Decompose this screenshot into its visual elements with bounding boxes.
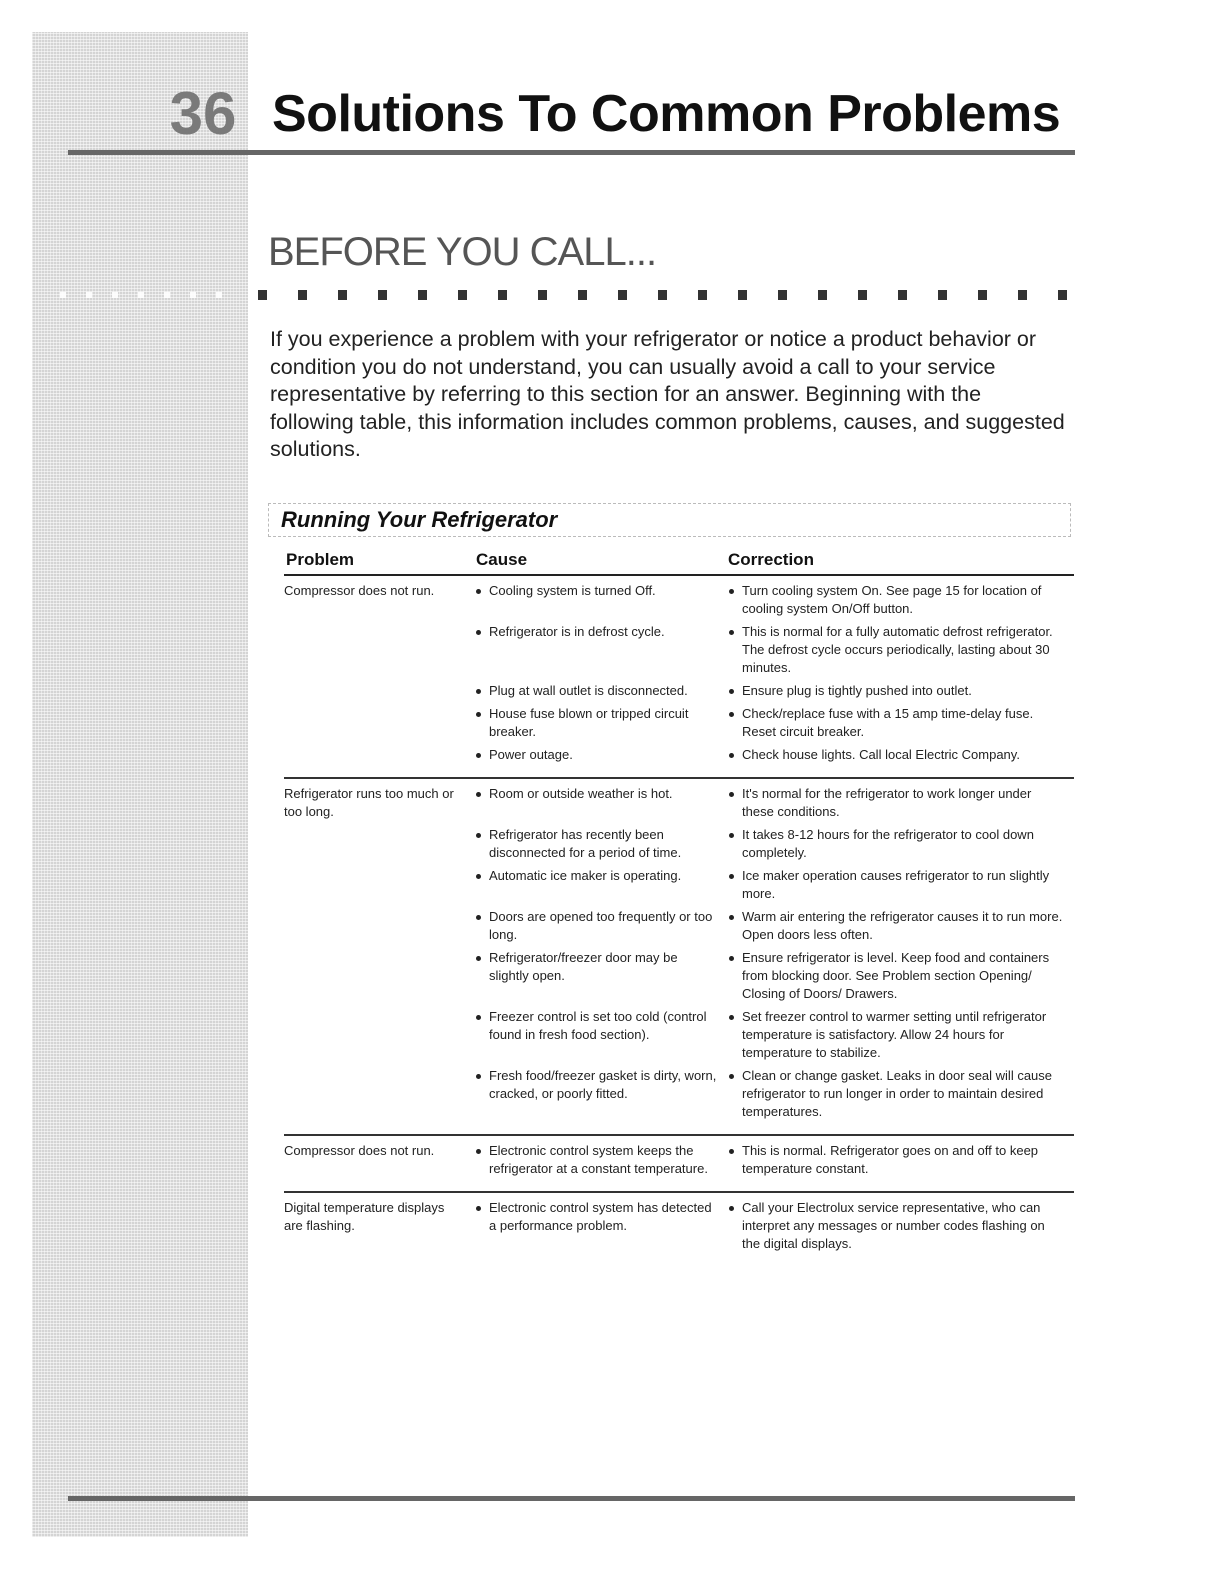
correction-text: It's normal for the refrigerator to work longer under these conditions. [742,786,1032,819]
cause-cell [474,1199,727,1253]
header-problem: Problem [286,550,355,569]
cause-text: Fresh food/freezer gasket is dirty, worn, cracked, or poorly fitted. [489,1068,717,1101]
correction-cell [727,908,1074,944]
cause-cell [474,1067,727,1121]
correction-text: Turn cooling system On. See page 15 for location of cooling system On/Off button. [742,583,1042,616]
problem-cell [284,746,474,764]
section-heading: BEFORE YOU CALL... [268,230,657,274]
bullet-icon [729,1149,734,1154]
bullet-icon [729,874,734,879]
problem-cell: Digital temperature displays are flashing. [284,1200,445,1233]
table-banner-title: Running Your Refrigerator [281,507,558,532]
cause-cell [474,746,727,764]
correction-text: Clean or change gasket. Leaks in door seal will cause refrigerator to run longer in order to maintain desired temperatures. [742,1068,1053,1119]
table-group [284,779,1074,1136]
correction-cell [727,746,1074,764]
cause-cell [474,705,727,741]
cause-text: Automatic ice maker is operating. [489,868,682,883]
correction-text: Call your Electrolux service representative, who can interpret any messages or number codes flashing on the digital displays. [742,1200,1045,1251]
cause-text: Room or outside weather is hot. [489,786,673,801]
table-row [284,582,1074,618]
cause-cell [474,623,727,677]
bullet-icon [729,792,734,797]
bullet-icon [476,689,481,694]
bullet-icon [729,915,734,920]
correction-text: Ensure plug is tightly pushed into outlet. [742,683,972,698]
correction-cell [727,682,1074,700]
problem-cell [284,623,474,677]
bullet-icon [476,1074,481,1079]
correction-cell [727,785,1074,821]
header-correction: Correction [728,550,814,569]
bullet-icon [729,712,734,717]
table-row [284,826,1074,862]
page-number: 36 [169,80,237,147]
title-divider [68,150,1075,155]
bullet-icon [476,630,481,635]
table-row [284,785,1074,821]
correction-cell [727,949,1074,1003]
cause-cell [474,1008,727,1062]
problem-cell [284,826,474,862]
bullet-icon [729,833,734,838]
cause-text: Plug at wall outlet is disconnected. [489,683,688,698]
problem-cell [284,949,474,1003]
cause-cell [474,867,727,903]
bullet-icon [476,589,481,594]
correction-cell [727,1199,1074,1253]
table-row [284,1199,1074,1253]
correction-text: Ensure refrigerator is level. Keep food and containers from blocking door. See Problem section Opening/ Closing of Doors/ Drawers. [742,950,1050,1001]
bullet-icon [729,630,734,635]
bullet-icon [729,589,734,594]
correction-text: This is normal. Refrigerator goes on and off to keep temperature constant. [742,1143,1039,1176]
cause-cell [474,908,727,944]
correction-text: It takes 8-12 hours for the refrigerator to cool down completely. [742,827,1034,860]
table-header [284,548,1074,576]
problem-cell: Compressor does not run. [284,1143,435,1158]
table-row [284,623,1074,677]
table-row [284,908,1074,944]
table-row [284,705,1074,741]
bullet-icon [476,1015,481,1020]
correction-text: This is normal for a fully automatic defrost refrigerator. The defrost cycle occurs periodically, lasting about 30 minutes. [742,624,1053,675]
bullet-icon [729,1206,734,1211]
sidebar-dot-row [60,292,230,298]
problem-cell [284,682,474,700]
decorative-sidebar [32,32,248,1537]
table-row [284,682,1074,700]
table-body [284,576,1074,1266]
problem-cell [284,705,474,741]
bullet-icon [476,833,481,838]
cause-cell [474,1142,727,1178]
troubleshooting-table [284,548,1074,1266]
correction-text: Set freezer control to warmer setting until refrigerator temperature is satisfactory. Allow 24 hours for temperature to stabilize. [742,1009,1047,1060]
table-row [284,949,1074,1003]
bullet-icon [476,874,481,879]
cause-cell [474,826,727,862]
correction-cell [727,1142,1074,1178]
cause-cell [474,785,727,821]
problem-cell [284,867,474,903]
correction-cell [727,582,1074,618]
cause-text: Electronic control system keeps the refrigerator at a constant temperature. [489,1143,708,1176]
bullet-icon [729,753,734,758]
problem-cell: Compressor does not run. [284,583,435,598]
correction-cell [727,1008,1074,1062]
correction-cell [727,705,1074,741]
cause-text: House fuse blown or tripped circuit breaker. [489,706,689,739]
bullet-icon [476,753,481,758]
problem-cell [284,908,474,944]
correction-text: Warm air entering the refrigerator causes it to run more. Open doors less often. [742,909,1063,942]
table-row [284,746,1074,764]
cause-text: Refrigerator has recently been disconnected for a period of time. [489,827,682,860]
dotted-divider [258,290,1078,300]
table-group [284,1193,1074,1266]
table-row [284,1067,1074,1121]
bullet-icon [476,792,481,797]
table-group [284,576,1074,779]
cause-text: Doors are opened too frequently or too long. [489,909,713,942]
problem-cell: Refrigerator runs too much or too long. [284,786,454,819]
page-title: Solutions To Common Problems [272,85,1061,143]
bullet-icon [476,956,481,961]
correction-cell [727,826,1074,862]
bullet-icon [476,1206,481,1211]
table-group [284,1136,1074,1193]
cause-text: Power outage. [489,747,573,762]
bullet-icon [729,956,734,961]
intro-paragraph: If you experience a problem with your refrigerator or notice a product behavior or condition you do not understand, you can usually avoid a call to your service representative by referring to this section for an answer. Beginning with the following table, this information includes common problems, causes, and suggested solutions. [270,327,1065,461]
bullet-icon [729,1074,734,1079]
correction-cell [727,623,1074,677]
header-cause: Cause [476,550,528,569]
table-row [284,1008,1074,1062]
table-row [284,867,1074,903]
table-row [284,1142,1074,1178]
cause-text: Cooling system is turned Off. [489,583,656,598]
cause-text: Refrigerator is in defrost cycle. [489,624,665,639]
correction-cell [727,1067,1074,1121]
cause-text: Electronic control system has detected a performance problem. [489,1200,712,1233]
cause-cell [474,949,727,1003]
problem-cell [284,1067,474,1121]
bottom-divider [68,1496,1075,1501]
correction-text: Check/replace fuse with a 15 amp time-delay fuse. Reset circuit breaker. [742,706,1034,739]
bullet-icon [729,1015,734,1020]
table-banner [268,503,1071,537]
problem-cell [284,1008,474,1062]
bullet-icon [729,689,734,694]
correction-text: Check house lights. Call local Electric Company. [742,747,1020,762]
cause-text: Freezer control is set too cold (control found in fresh food section). [489,1009,707,1042]
correction-text: Ice maker operation causes refrigerator to run slightly more. [742,868,1050,901]
bullet-icon [476,915,481,920]
bullet-icon [476,712,481,717]
cause-cell [474,682,727,700]
correction-cell [727,867,1074,903]
bullet-icon [476,1149,481,1154]
cause-text: Refrigerator/freezer door may be slightly open. [489,950,678,983]
cause-cell [474,582,727,618]
